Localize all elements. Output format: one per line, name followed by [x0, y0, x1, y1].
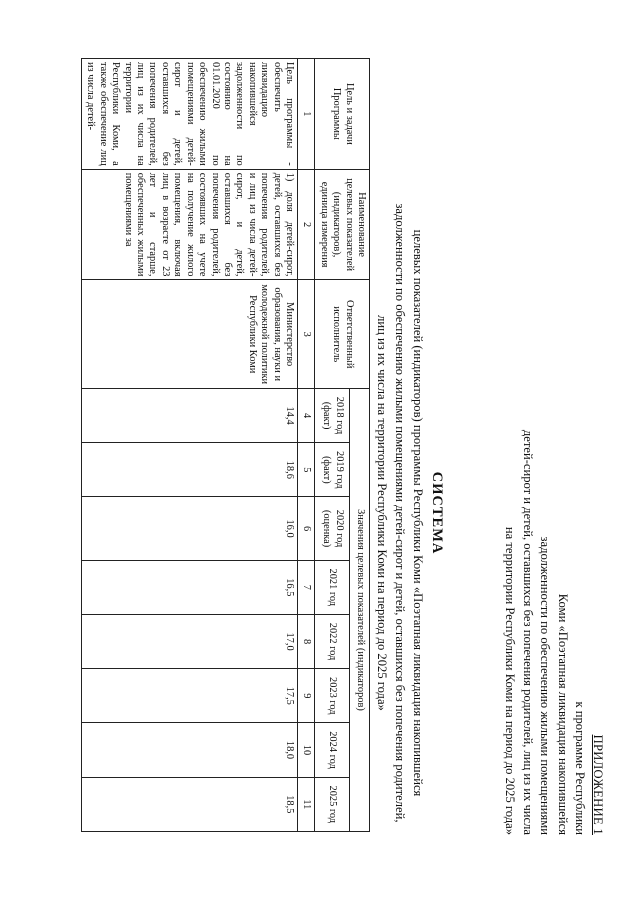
column-number: 6	[297, 497, 314, 560]
column-number: 4	[297, 388, 314, 442]
column-number: 3	[297, 280, 314, 388]
title-main: СИСТЕМА	[429, 471, 445, 555]
appendix-line: детей-сирот и детей, оставшихся без попечения родителей, лиц из их числа	[521, 429, 535, 835]
value-cell: 17,0	[82, 614, 298, 668]
column-number: 2	[297, 169, 314, 280]
header-executor: Ответственный исполнитель	[315, 280, 370, 388]
executor-cell: Министерство образования, науки и молодежной политики Республики Коми	[82, 280, 298, 388]
title-line: целевых показателей (индикаторов) программы Республики Коми «Поэтапная ликвидация накопившейся	[411, 229, 425, 797]
indicators-table	[81, 58, 370, 832]
header-goals: Цель и задачи Программы	[315, 59, 370, 170]
header-year: 2022 год	[315, 614, 350, 668]
header-year: 2018 год (факт)	[315, 388, 350, 442]
value-cell: 18,6	[82, 443, 298, 497]
value-cell: 18,0	[82, 723, 298, 777]
title-line: задолженности по обеспечению жилыми помещениями детей-сирот и детей, оставшихся без попечения родителей,	[393, 203, 407, 823]
table-row	[82, 59, 298, 832]
column-number: 9	[297, 669, 314, 723]
header-year: 2025 год	[315, 777, 350, 831]
column-number: 11	[297, 777, 314, 831]
header-values-group: Значения целевых показателей (индикаторов)	[349, 388, 369, 831]
appendix-block	[501, 365, 606, 835]
column-number-row	[297, 59, 314, 832]
header-year: 2020 год (оценка)	[315, 497, 350, 560]
column-number: 7	[297, 560, 314, 614]
indicator-cell: 1) доля детей-сирот, детей, оставшихся без попечения родителей, и лиц из числа детей-сирот, и детей, оставшихся без попечения родителей, состоявших на учете на получение жилого помещения, включая лиц в возрасте от 23 лет и старше, обеспеченных жилыми помещениями за	[82, 169, 298, 280]
table-header-row	[349, 59, 369, 832]
appendix-line: к программе Республики	[573, 701, 588, 835]
value-cell: 16,5	[82, 560, 298, 614]
appendix-heading: ПРИЛОЖЕНИЕ 1	[591, 734, 605, 835]
value-cell: 17,5	[82, 669, 298, 723]
column-number: 5	[297, 443, 314, 497]
appendix-line: на территории Республики Коми на период до 2025 года»	[503, 526, 518, 835]
value-cell: 16,0	[82, 497, 298, 560]
goal-cell: Цель программы - обеспечить ликвидацию накопившейся задолженности по состоянию на 01.01.2020 по обеспечению жилыми помещениями детей-сирот и детей, оставшихся без попечения родителей, лиц из их числа на территории Республики Коми, а также обеспечение лиц из числа детей-	[82, 59, 298, 170]
column-number: 1	[297, 59, 314, 170]
column-number: 10	[297, 723, 314, 777]
document-title	[373, 168, 446, 858]
header-year: 2023 год	[315, 669, 350, 723]
column-number: 8	[297, 614, 314, 668]
header-year: 2019 год (факт)	[315, 443, 350, 497]
value-cell: 14,4	[82, 388, 298, 442]
value-cell: 18,5	[82, 777, 298, 831]
appendix-line: задолженности по обеспечению жилыми помещениями	[538, 536, 553, 835]
appendix-line: Коми «Поэтапная ликвидация накопившейся	[556, 593, 570, 835]
header-indicator: Наименование целевых показателей (индикаторов), единица измерения	[315, 169, 370, 280]
header-year: 2024 год	[315, 723, 350, 777]
header-year: 2021 год	[315, 560, 350, 614]
title-line: лиц из их числа на территории Республики Коми на период до 2025 года»	[375, 315, 389, 711]
